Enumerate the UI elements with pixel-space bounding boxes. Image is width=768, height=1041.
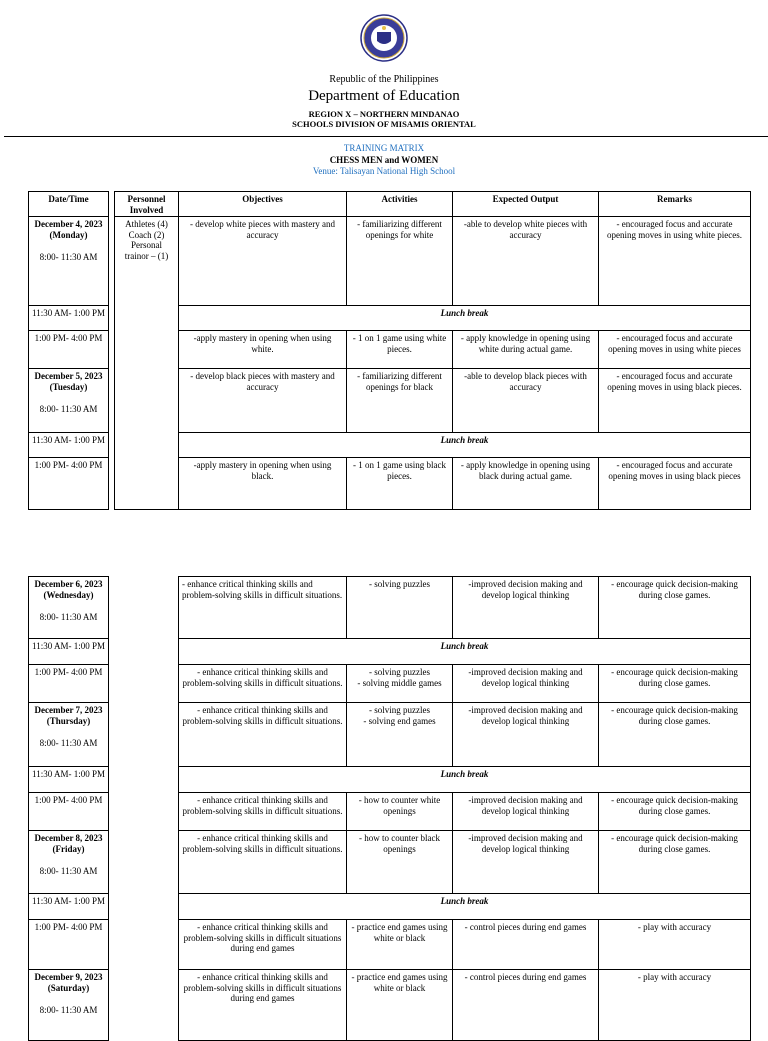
activity-line: - solving middle games: [357, 677, 442, 688]
header-date-time: Date/Time: [28, 191, 109, 217]
pm-time: 1:00 PM- 4:00 PM: [28, 330, 109, 369]
spacer: [32, 600, 105, 612]
remarks-pm: - encourage quick decision-making during close games.: [598, 664, 751, 703]
day-date: December 6, 2023: [34, 579, 103, 589]
lunch-time: 11:30 AM- 1:00 PM: [28, 432, 109, 458]
day-date: December 8, 2023: [34, 833, 103, 843]
header-remarks: Remarks: [598, 191, 751, 217]
remarks-am: - encouraged focus and accurate opening moves in using black pieces.: [598, 368, 751, 433]
activity-line: - practice end games using white or black: [351, 922, 448, 943]
personnel-line: Personal: [131, 240, 162, 250]
pm-time: 1:00 PM- 4:00 PM: [28, 664, 109, 703]
activity-line: - solving puzzles: [369, 667, 430, 677]
lunch-break-label: Lunch break: [178, 893, 751, 920]
personnel-line: trainor – (1): [124, 250, 169, 261]
expected-output-am: - control pieces during end games: [452, 969, 599, 1041]
lunch-time: 11:30 AM- 1:00 PM: [28, 305, 109, 331]
objective-am: - develop white pieces with mastery and accuracy: [178, 216, 347, 306]
objective-pm: - enhance critical thinking skills and problem-solving skills in difficult situations.: [178, 792, 347, 831]
department-title: Department of Education: [308, 88, 460, 104]
activity-line: - familiarizing different openings for white: [357, 219, 442, 240]
activity-line: - solving puzzles: [369, 705, 430, 715]
expected-output-pm: -improved decision making and develop logical thinking: [452, 664, 599, 703]
activity-am: [346, 368, 453, 433]
activity-pm: [346, 457, 453, 510]
day-am-time: 8:00- 11:30 AM: [39, 866, 98, 876]
spacer: [32, 726, 105, 738]
expected-output-am: -able to develop black pieces with accuracy: [452, 368, 599, 433]
day-date: December 7, 2023: [34, 705, 103, 715]
lunch-time: 11:30 AM- 1:00 PM: [28, 766, 109, 793]
objective-am: - enhance critical thinking skills and problem-solving skills in difficult situations.: [178, 702, 347, 767]
activity-am: [346, 216, 453, 306]
activity-line: - 1 on 1 game using white pieces.: [352, 333, 447, 354]
objective-am: - develop black pieces with mastery and accuracy: [178, 368, 347, 433]
day-am-time: 8:00- 11:30 AM: [39, 1005, 98, 1015]
division-line: SCHOOLS DIVISION OF MISAMIS ORIENTAL: [292, 119, 476, 129]
remarks-pm: - encourage quick decision-making during close games.: [598, 792, 751, 831]
remarks-am: - encourage quick decision-making during close games.: [598, 830, 751, 894]
venue-line: Venue: Talisayan National High School: [312, 166, 456, 176]
expected-output-am: -improved decision making and develop logical thinking: [452, 830, 599, 894]
activity-am: [346, 702, 453, 767]
expected-output-pm: - apply knowledge in opening using black during actual game.: [452, 457, 599, 510]
personnel-line: Coach (2): [128, 229, 165, 240]
day-date: December 5, 2023: [34, 371, 103, 381]
lunch-break-label: Lunch break: [178, 766, 751, 793]
day-date-cell: [28, 216, 109, 306]
activity-pm: [346, 330, 453, 369]
day-date: December 4, 2023: [34, 219, 103, 229]
day-weekday: (Saturday): [47, 982, 90, 993]
expected-output-am: -improved decision making and develop logical thinking: [452, 576, 599, 639]
sport-title: CHESS MEN and WOMEN: [329, 155, 439, 165]
lunch-break-label: Lunch break: [178, 305, 751, 331]
activity-am: [346, 576, 453, 639]
pm-time: 1:00 PM- 4:00 PM: [28, 792, 109, 831]
expected-output-am: -improved decision making and develop logical thinking: [452, 702, 599, 767]
day-am-time: 8:00- 11:30 AM: [39, 252, 98, 262]
day-am-time: 8:00- 11:30 AM: [39, 404, 98, 414]
day-date-cell: [28, 368, 109, 433]
day-weekday: (Thursday): [46, 715, 91, 726]
header-rule: [4, 136, 768, 137]
spacer: [32, 240, 105, 252]
activity-line: - how to counter white openings: [358, 795, 441, 816]
objective-pm: - enhance critical thinking skills and problem-solving skills in difficult situations during end games: [178, 919, 347, 970]
day-weekday: (Monday): [49, 229, 88, 240]
activity-line: - solving puzzles: [369, 579, 430, 589]
remarks-pm: - play with accuracy: [598, 919, 751, 970]
header-personnel: Personnel Involved: [114, 191, 179, 217]
expected-output-pm: - apply knowledge in opening using white during actual game.: [452, 330, 599, 369]
day-am-time: 8:00- 11:30 AM: [39, 738, 98, 748]
matrix-title: TRAINING MATRIX: [343, 143, 425, 153]
activity-line: - practice end games using white or black: [351, 972, 448, 993]
activity-line: - how to counter black openings: [359, 833, 440, 854]
activity-am: [346, 830, 453, 894]
day-date-cell: [28, 576, 109, 639]
expected-output-pm: - control pieces during end games: [452, 919, 599, 970]
spacer: [32, 993, 105, 1005]
pm-time: 1:00 PM- 4:00 PM: [28, 919, 109, 970]
activity-pm: [346, 792, 453, 831]
personnel-line: Athletes (4): [125, 219, 168, 229]
day-weekday: (Tuesday): [49, 381, 88, 392]
activity-am: [346, 969, 453, 1041]
remarks-am: - play with accuracy: [598, 969, 751, 1041]
activity-line: - familiarizing different openings for black: [357, 371, 442, 392]
remarks-pm: - encouraged focus and accurate opening moves in using black pieces: [598, 457, 751, 510]
lunch-break-label: Lunch break: [178, 638, 751, 665]
objective-pm: -apply mastery in opening when using white.: [178, 330, 347, 369]
pm-time: 1:00 PM- 4:00 PM: [28, 457, 109, 510]
day-date-cell: [28, 830, 109, 894]
republic-line: Republic of the Philippines: [329, 74, 439, 85]
header-objectives: Objectives: [178, 191, 347, 217]
objective-am: - enhance critical thinking skills and problem-solving skills in difficult situations during end games: [178, 969, 347, 1041]
day-date-cell: [28, 969, 109, 1041]
objective-pm: -apply mastery in opening when using black.: [178, 457, 347, 510]
activity-pm: [346, 919, 453, 970]
lunch-time: 11:30 AM- 1:00 PM: [28, 638, 109, 665]
expected-output-am: -able to develop white pieces with accuracy: [452, 216, 599, 306]
day-weekday: (Wednesday): [43, 589, 94, 600]
lunch-break-label: Lunch break: [178, 432, 751, 458]
objective-am: - enhance critical thinking skills and problem-solving skills in difficult situations.: [178, 576, 347, 639]
header-expected-output: Expected Output: [452, 191, 599, 217]
day-am-time: 8:00- 11:30 AM: [39, 612, 98, 622]
spacer: [32, 854, 105, 866]
day-weekday: (Friday): [52, 843, 85, 854]
remarks-am: - encourage quick decision-making during close games.: [598, 702, 751, 767]
activity-line: - solving end games: [363, 715, 436, 726]
activity-pm: [346, 664, 453, 703]
day-date: December 9, 2023: [34, 972, 103, 982]
spacer: [32, 392, 105, 404]
lunch-time: 11:30 AM- 1:00 PM: [28, 893, 109, 920]
header-activities: Activities: [346, 191, 453, 217]
objective-am: - enhance critical thinking skills and problem-solving skills in difficult situations.: [178, 830, 347, 894]
remarks-pm: - encouraged focus and accurate opening moves in using white pieces: [598, 330, 751, 369]
personnel-cell: [114, 216, 179, 510]
deped-seal-logo: [360, 14, 408, 62]
day-date-cell: [28, 702, 109, 767]
remarks-am: - encourage quick decision-making during close games.: [598, 576, 751, 639]
region-line: REGION X – NORTHERN MINDANAO: [308, 109, 460, 119]
remarks-am: - encouraged focus and accurate opening moves in using white pieces.: [598, 216, 751, 306]
expected-output-pm: -improved decision making and develop logical thinking: [452, 792, 599, 831]
activity-line: - 1 on 1 game using black pieces.: [353, 460, 446, 481]
objective-pm: - enhance critical thinking skills and problem-solving skills in difficult situations.: [178, 664, 347, 703]
